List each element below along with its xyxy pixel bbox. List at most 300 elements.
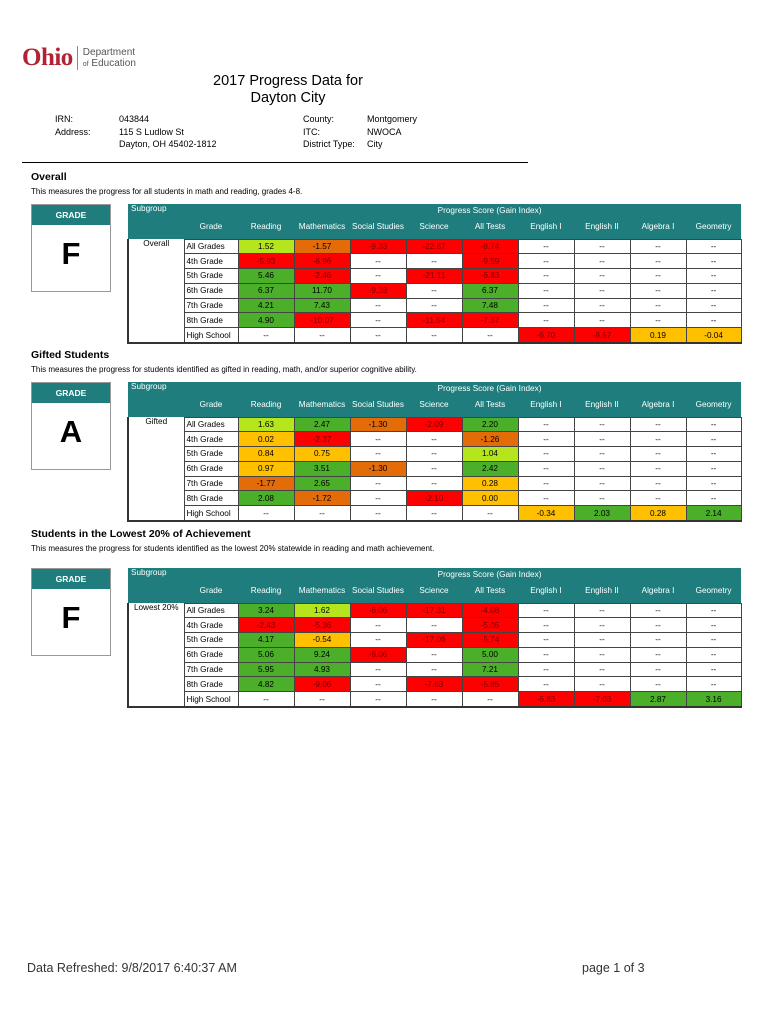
header-spacer — [184, 204, 238, 216]
section-title: Gifted Students — [31, 349, 110, 361]
score-cell: -- — [574, 447, 630, 462]
row-grade-label: 4th Grade — [184, 254, 238, 269]
table-row — [128, 417, 741, 432]
score-cell: -- — [518, 417, 574, 432]
score-cell: -- — [350, 313, 406, 328]
score-cell: -- — [574, 461, 630, 476]
score-cell: -- — [686, 239, 741, 254]
score-cell: -6.70 — [518, 328, 574, 343]
grade-column-header: Grade — [184, 394, 238, 417]
score-cell: -- — [294, 692, 350, 707]
score-cell: 0.28 — [462, 476, 518, 491]
score-cell: 2.08 — [238, 491, 294, 506]
score-cell: 5.00 — [462, 647, 518, 662]
table-header-row — [128, 204, 741, 216]
section-description: This measures the progress for students identified as the lowest 20% statewide in reading and math achievement. — [31, 544, 435, 553]
score-cell: -- — [630, 432, 686, 447]
score-cell: 7.48 — [462, 298, 518, 313]
score-cell: 2.47 — [294, 417, 350, 432]
table-row — [128, 506, 741, 521]
table-row — [128, 239, 741, 254]
column-header-english-ii: English II — [574, 216, 630, 239]
score-cell: -- — [406, 662, 462, 677]
score-cell: -2.43 — [238, 618, 294, 633]
table-row — [128, 647, 741, 662]
title-line-1: 2017 Progress Data for — [213, 73, 363, 89]
grade-box-header: GRADE — [32, 569, 110, 589]
score-cell: -7.37 — [462, 313, 518, 328]
score-cell: -- — [686, 677, 741, 692]
table-row — [128, 269, 741, 284]
score-cell: -- — [574, 603, 630, 618]
progress-score-header: Progress Score (Gain Index) — [238, 382, 741, 394]
score-cell: 1.62 — [294, 603, 350, 618]
table-row — [128, 603, 741, 618]
score-cell: -- — [518, 283, 574, 298]
table-row — [128, 313, 741, 328]
table-row — [128, 432, 741, 447]
column-header-geometry: Geometry — [686, 580, 741, 603]
column-header-english-ii: English II — [574, 394, 630, 417]
grade-box-header: GRADE — [32, 383, 110, 403]
logo-dept-of: of — [82, 60, 89, 68]
score-cell: -1.30 — [350, 417, 406, 432]
score-cell: -- — [630, 313, 686, 328]
score-cell: -- — [686, 461, 741, 476]
score-cell: 2.20 — [462, 417, 518, 432]
score-cell: 9.24 — [294, 647, 350, 662]
score-cell: -5.74 — [462, 633, 518, 648]
score-cell: -- — [406, 447, 462, 462]
score-cell: 11.70 — [294, 283, 350, 298]
score-cell: 1.04 — [462, 447, 518, 462]
score-cell: -7.03 — [574, 692, 630, 707]
score-cell: 1.52 — [238, 239, 294, 254]
row-grade-label: All Grades — [184, 417, 238, 432]
row-grade-label: 6th Grade — [184, 647, 238, 662]
column-header-english-i: English I — [518, 394, 574, 417]
score-cell: -- — [686, 662, 741, 677]
score-cell: -- — [518, 461, 574, 476]
table-row — [128, 461, 741, 476]
subgroup-name: Gifted — [128, 417, 184, 521]
score-cell: -- — [406, 283, 462, 298]
score-cell: -1.72 — [294, 491, 350, 506]
score-cell: 3.16 — [686, 692, 741, 707]
logo-department-text — [83, 47, 136, 70]
column-header-english-i: English I — [518, 580, 574, 603]
score-cell: -- — [686, 417, 741, 432]
table-row — [128, 677, 741, 692]
score-cell: -- — [518, 239, 574, 254]
score-cell: -- — [574, 633, 630, 648]
score-cell: -- — [518, 618, 574, 633]
column-header-science: Science — [406, 216, 462, 239]
score-cell: -5.05 — [462, 618, 518, 633]
score-cell: -- — [406, 328, 462, 343]
score-cell: -- — [406, 692, 462, 707]
score-cell: -8.57 — [574, 328, 630, 343]
district-labels-right — [303, 113, 355, 151]
row-grade-label: 6th Grade — [184, 283, 238, 298]
score-cell: -- — [630, 283, 686, 298]
row-grade-label: 7th Grade — [184, 662, 238, 677]
data-refreshed: Data Refreshed: 9/8/2017 6:40:37 AM — [27, 961, 237, 975]
score-cell: -0.04 — [686, 328, 741, 343]
score-cell: 0.97 — [238, 461, 294, 476]
score-cell: -0.54 — [294, 633, 350, 648]
score-cell: -6.83 — [518, 692, 574, 707]
score-cell: -- — [574, 417, 630, 432]
score-cell: -- — [686, 603, 741, 618]
score-cell: 0.02 — [238, 432, 294, 447]
score-cell: -6.06 — [350, 603, 406, 618]
score-cell: -- — [518, 298, 574, 313]
score-cell: -- — [574, 313, 630, 328]
score-cell: -- — [518, 647, 574, 662]
score-cell: -- — [406, 618, 462, 633]
row-grade-label: 5th Grade — [184, 269, 238, 284]
score-cell: -- — [294, 506, 350, 521]
score-cell: -- — [630, 461, 686, 476]
page-title — [168, 73, 408, 107]
score-cell: -- — [686, 298, 741, 313]
column-header-algebra-i: Algebra I — [630, 394, 686, 417]
score-cell: 2.87 — [630, 692, 686, 707]
score-cell: -- — [350, 476, 406, 491]
score-cell: -- — [462, 328, 518, 343]
score-cell: -- — [574, 662, 630, 677]
table-column-header-row — [128, 394, 741, 417]
row-grade-label: 5th Grade — [184, 447, 238, 462]
column-header-social-studies: Social Studies — [350, 394, 406, 417]
score-cell: 7.43 — [294, 298, 350, 313]
score-cell: -- — [574, 239, 630, 254]
score-cell: -- — [350, 447, 406, 462]
score-cell: -- — [630, 447, 686, 462]
score-cell: -- — [238, 506, 294, 521]
score-cell: -- — [406, 298, 462, 313]
subgroup-header: Subgroup — [128, 568, 184, 580]
row-grade-label: All Grades — [184, 239, 238, 254]
score-cell: -- — [686, 313, 741, 328]
progress-table — [127, 382, 742, 522]
row-grade-label: 7th Grade — [184, 476, 238, 491]
score-cell: 3.51 — [294, 461, 350, 476]
section-title: Students in the Lowest 20% of Achievement — [31, 528, 251, 540]
county-label: County: — [303, 114, 335, 124]
column-header-algebra-i: Algebra I — [630, 216, 686, 239]
row-grade-label: 8th Grade — [184, 313, 238, 328]
row-grade-label: 4th Grade — [184, 618, 238, 633]
row-grade-label: High School — [184, 506, 238, 521]
header-spacer — [128, 216, 184, 239]
score-cell: -- — [238, 328, 294, 343]
score-cell: 3.24 — [238, 603, 294, 618]
score-cell: -- — [686, 618, 741, 633]
grade-column-header: Grade — [184, 216, 238, 239]
column-header-reading: Reading — [238, 394, 294, 417]
section-description: This measures the progress for all students in math and reading, grades 4-8. — [31, 187, 303, 196]
score-cell: -- — [574, 491, 630, 506]
column-header-mathematics: Mathematics — [294, 394, 350, 417]
score-cell: -17.31 — [406, 603, 462, 618]
row-grade-label: 6th Grade — [184, 461, 238, 476]
district-values-left — [119, 113, 217, 151]
column-header-all-tests: All Tests — [462, 216, 518, 239]
score-cell: -- — [406, 506, 462, 521]
score-cell: -0.34 — [518, 506, 574, 521]
address-label: Address: — [55, 126, 91, 137]
table-column-header-row — [128, 580, 741, 603]
score-cell: -- — [462, 506, 518, 521]
score-cell: -6.96 — [294, 254, 350, 269]
column-header-all-tests: All Tests — [462, 580, 518, 603]
score-cell: -- — [350, 677, 406, 692]
score-cell: -- — [350, 506, 406, 521]
score-cell: -- — [350, 618, 406, 633]
score-cell: -2.37 — [294, 432, 350, 447]
grade-letter: F — [61, 600, 81, 635]
score-cell: -- — [686, 633, 741, 648]
score-cell: -- — [518, 432, 574, 447]
row-grade-label: 7th Grade — [184, 298, 238, 313]
score-cell: -- — [406, 476, 462, 491]
score-cell: -- — [406, 461, 462, 476]
column-header-mathematics: Mathematics — [294, 216, 350, 239]
row-grade-label: 5th Grade — [184, 633, 238, 648]
score-cell: -- — [686, 283, 741, 298]
logo-dept-line1: Department — [82, 46, 136, 58]
score-cell: -- — [630, 677, 686, 692]
score-cell: -- — [630, 662, 686, 677]
progress-table — [127, 568, 742, 708]
score-cell: -- — [630, 239, 686, 254]
score-cell: -- — [350, 633, 406, 648]
progress-table — [127, 204, 742, 344]
score-cell: -7.63 — [406, 677, 462, 692]
irn-label: IRN: — [55, 114, 73, 124]
table-header-row — [128, 568, 741, 580]
score-cell: -2.10 — [406, 491, 462, 506]
score-cell: -- — [686, 447, 741, 462]
column-header-science: Science — [406, 394, 462, 417]
row-grade-label: 4th Grade — [184, 432, 238, 447]
table-row — [128, 633, 741, 648]
section-title: Overall — [31, 171, 67, 183]
score-cell: -9.06 — [294, 677, 350, 692]
logo-ohio-text: Ohio — [22, 44, 73, 71]
score-cell: -17.06 — [406, 633, 462, 648]
table-row — [128, 328, 741, 343]
section-description: This measures the progress for students identified as gifted in reading, math, and/or superior cognitive ability. — [31, 365, 417, 374]
logo-divider — [77, 46, 78, 70]
score-cell: 0.84 — [238, 447, 294, 462]
score-cell: 7.21 — [462, 662, 518, 677]
score-cell: -22.87 — [406, 239, 462, 254]
district-type-value: City — [367, 139, 383, 149]
score-cell: -- — [238, 692, 294, 707]
header-spacer — [184, 568, 238, 580]
table-row — [128, 662, 741, 677]
district-labels-left — [55, 113, 91, 138]
table-header-row — [128, 382, 741, 394]
score-cell: -10.07 — [294, 313, 350, 328]
table-column-header-row — [128, 216, 741, 239]
score-cell: -- — [350, 662, 406, 677]
score-cell: -- — [686, 476, 741, 491]
grade-box — [31, 568, 111, 656]
score-cell: -- — [574, 283, 630, 298]
column-header-reading: Reading — [238, 580, 294, 603]
row-grade-label: All Grades — [184, 603, 238, 618]
ohio-education-logo — [22, 44, 136, 72]
title-line-2: Dayton City — [250, 90, 326, 106]
county-value: Montgomery — [367, 114, 418, 124]
score-cell: -- — [630, 603, 686, 618]
score-cell: -- — [630, 298, 686, 313]
row-grade-label: High School — [184, 328, 238, 343]
grade-letter: F — [61, 236, 81, 271]
score-cell: -5.36 — [294, 618, 350, 633]
logo-dept-line2: Education — [91, 57, 136, 69]
score-cell: -- — [574, 647, 630, 662]
subgroup-name: Lowest 20% — [128, 603, 184, 707]
address-line-2: Dayton, OH 45402-1812 — [119, 139, 217, 149]
score-cell: 4.82 — [238, 677, 294, 692]
progress-score-header: Progress Score (Gain Index) — [238, 204, 741, 216]
score-cell: -- — [350, 491, 406, 506]
score-cell: -- — [518, 313, 574, 328]
subgroup-name: Overall — [128, 239, 184, 343]
score-cell: -- — [630, 417, 686, 432]
progress-score-header: Progress Score (Gain Index) — [238, 568, 741, 580]
page-number: page 1 of 3 — [582, 961, 645, 975]
score-cell: -- — [462, 692, 518, 707]
header-spacer — [128, 580, 184, 603]
score-cell: -- — [518, 662, 574, 677]
table-row — [128, 254, 741, 269]
score-cell: -- — [630, 633, 686, 648]
score-cell: -- — [406, 647, 462, 662]
score-cell: -5.85 — [462, 677, 518, 692]
score-cell: 2.65 — [294, 476, 350, 491]
score-cell: -- — [630, 254, 686, 269]
score-cell: -- — [294, 328, 350, 343]
score-cell: -- — [350, 298, 406, 313]
column-header-geometry: Geometry — [686, 216, 741, 239]
column-header-social-studies: Social Studies — [350, 216, 406, 239]
column-header-all-tests: All Tests — [462, 394, 518, 417]
grade-column-header: Grade — [184, 580, 238, 603]
header-spacer — [128, 394, 184, 417]
column-header-english-ii: English II — [574, 580, 630, 603]
table-row — [128, 692, 741, 707]
column-header-reading: Reading — [238, 216, 294, 239]
score-cell: -- — [574, 432, 630, 447]
score-cell: -- — [630, 618, 686, 633]
score-cell: 1.63 — [238, 417, 294, 432]
itc-label: ITC: — [303, 126, 320, 137]
score-cell: -- — [574, 476, 630, 491]
score-cell: 6.37 — [238, 283, 294, 298]
table-row — [128, 618, 741, 633]
score-cell: -5.93 — [238, 254, 294, 269]
score-cell: -1.30 — [350, 461, 406, 476]
score-cell: -1.57 — [294, 239, 350, 254]
score-cell: -- — [518, 269, 574, 284]
score-cell: -- — [406, 254, 462, 269]
column-header-algebra-i: Algebra I — [630, 580, 686, 603]
column-header-english-i: English I — [518, 216, 574, 239]
itc-value: NWOCA — [367, 126, 402, 137]
score-cell: -6.06 — [350, 647, 406, 662]
score-cell: -- — [630, 269, 686, 284]
row-grade-label: 8th Grade — [184, 491, 238, 506]
district-values-right — [367, 113, 417, 151]
score-cell: -- — [630, 476, 686, 491]
score-cell: -- — [574, 298, 630, 313]
score-cell: 2.42 — [462, 461, 518, 476]
score-cell: -- — [518, 491, 574, 506]
score-cell: -9.33 — [350, 239, 406, 254]
score-cell: 2.14 — [686, 506, 741, 521]
score-cell: 2.03 — [574, 506, 630, 521]
table-row — [128, 283, 741, 298]
column-header-social-studies: Social Studies — [350, 580, 406, 603]
score-cell: 5.46 — [238, 269, 294, 284]
column-header-geometry: Geometry — [686, 394, 741, 417]
score-cell: -- — [518, 633, 574, 648]
score-cell: -- — [518, 476, 574, 491]
score-cell: 0.28 — [630, 506, 686, 521]
subgroup-header: Subgroup — [128, 382, 184, 394]
score-cell: 5.06 — [238, 647, 294, 662]
score-cell: -- — [518, 603, 574, 618]
row-grade-label: High School — [184, 692, 238, 707]
score-cell: -- — [686, 647, 741, 662]
score-cell: -8.74 — [462, 239, 518, 254]
column-header-science: Science — [406, 580, 462, 603]
score-cell: 4.17 — [238, 633, 294, 648]
score-cell: -- — [518, 254, 574, 269]
header-divider — [22, 162, 528, 163]
table-row — [128, 298, 741, 313]
address-line-1: 115 S Ludlow St — [119, 126, 184, 137]
row-grade-label: 8th Grade — [184, 677, 238, 692]
score-cell: -- — [518, 677, 574, 692]
score-cell: 0.00 — [462, 491, 518, 506]
score-cell: -- — [686, 432, 741, 447]
score-cell: -- — [518, 447, 574, 462]
score-cell: -- — [574, 618, 630, 633]
score-cell: -- — [574, 677, 630, 692]
score-cell: 4.93 — [294, 662, 350, 677]
score-cell: -9.59 — [462, 254, 518, 269]
score-cell: -11.54 — [406, 313, 462, 328]
score-cell: -21.11 — [406, 269, 462, 284]
score-cell: -- — [686, 491, 741, 506]
grade-box — [31, 204, 111, 292]
grade-box — [31, 382, 111, 470]
score-cell: -- — [350, 254, 406, 269]
score-cell: -2.09 — [406, 417, 462, 432]
irn-value: 043844 — [119, 114, 150, 124]
score-cell: -- — [630, 491, 686, 506]
score-cell: -- — [406, 432, 462, 447]
grade-letter: A — [59, 414, 83, 449]
score-cell: -- — [686, 254, 741, 269]
